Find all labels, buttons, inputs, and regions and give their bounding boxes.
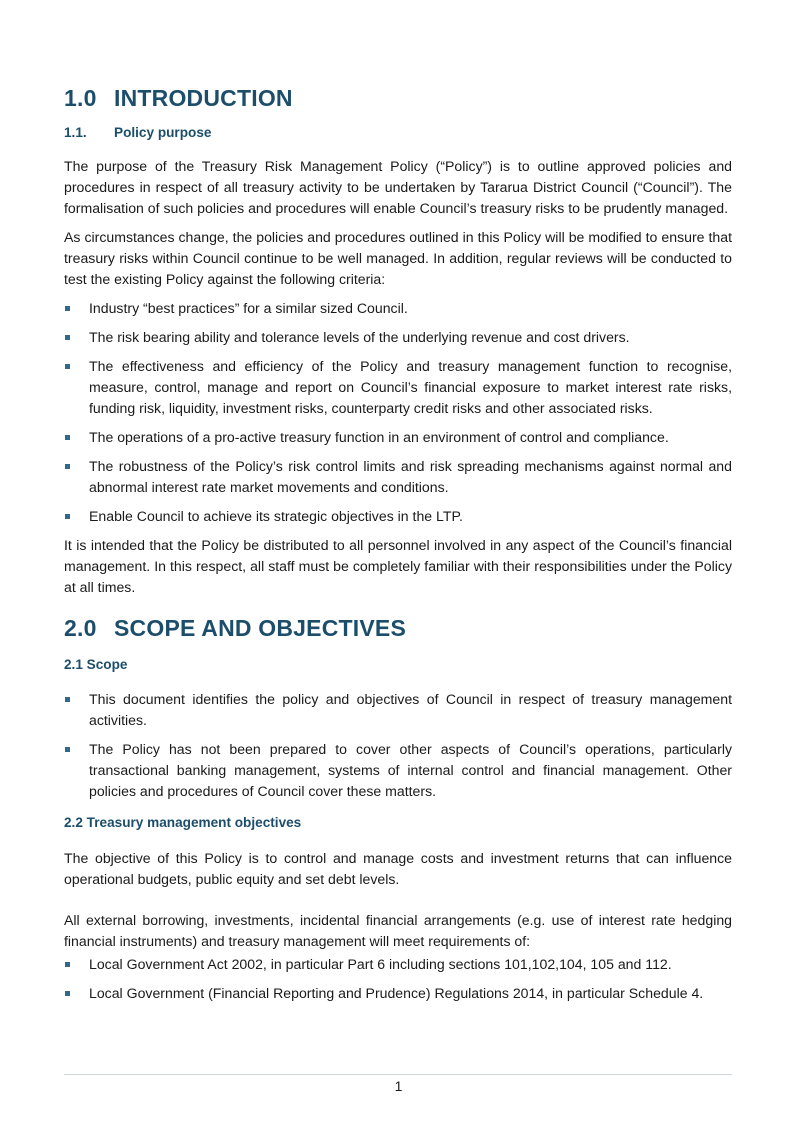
bullet-icon	[65, 435, 70, 440]
list-item-text: The effectiveness and efficiency of the Policy and treasury management function to recognise, measure, control, manage and report on Council’s financial exposure to market interest rate risks, funding risk, liquidity, investment risks, counterparty credit risks and other associated risks.	[89, 358, 732, 416]
objectives-paragraph: The objective of this Policy is to control and manage costs and investment returns that can influence operational budgets, public equity and set debt levels.	[64, 850, 732, 887]
list-item	[64, 356, 732, 419]
section-1-number: 1.0	[64, 85, 97, 111]
subsection-1-1-number: 1.1.	[64, 125, 87, 140]
list-item-text: The robustness of the Policy’s risk control limits and risk spreading mechanisms against normal and abnormal interest rate market movements and conditions.	[89, 458, 732, 495]
subsection-1-1-heading	[64, 124, 732, 142]
list-item	[64, 427, 732, 448]
policy-purpose-paragraph: The purpose of the Treasury Risk Management Policy (“Policy”) is to outline approved policies and procedures in respect of all treasury activity to be undertaken by Tararua District Council (“Council”). The formalisation of such policies and procedures will enable Council’s treasury risks to be prudently managed.	[64, 158, 732, 216]
list-item-text: Industry “best practices” for a similar sized Council.	[89, 300, 408, 316]
section-1-title: INTRODUCTION	[114, 85, 293, 111]
footer-divider	[64, 1074, 732, 1075]
circumstances-paragraph: As circumstances change, the policies and procedures outlined in this Policy will be modified to ensure that treasury risks within Council continue to be well managed. In addition, regular reviews will be conducted to test the existing Policy against the following criteria:	[64, 229, 732, 287]
requirements-paragraph: All external borrowing, investments, incidental financial arrangements (e.g. use of interest rate hedging financial instruments) and treasury management will meet requirements of:	[64, 912, 732, 949]
scope-heading: 2.1 Scope	[64, 657, 128, 672]
list-item	[64, 983, 732, 1004]
bullet-icon	[65, 991, 70, 996]
bullet-icon	[65, 514, 70, 519]
section-2-heading	[64, 614, 732, 642]
list-item-text: The Policy has not been prepared to cover other aspects of Council’s operations, particularly transactional banking management, systems of internal control and financial management. Other policies and procedures of Council cover these matters.	[89, 741, 732, 799]
objectives-heading: 2.2 Treasury management objectives	[64, 815, 302, 830]
scope-list	[64, 689, 732, 802]
list-item	[64, 298, 732, 319]
list-item	[64, 689, 732, 731]
bullet-icon	[65, 962, 70, 967]
section-1-heading	[64, 84, 732, 112]
list-item-text: Enable Council to achieve its strategic objectives in the LTP.	[89, 508, 463, 524]
subsection-1-1-title: Policy purpose	[114, 125, 212, 140]
requirements-list	[64, 954, 732, 1004]
page-number: 1	[394, 1078, 403, 1094]
section-2-number: 2.0	[64, 615, 97, 641]
list-item	[64, 739, 732, 802]
criteria-list	[64, 298, 732, 527]
bullet-icon	[65, 464, 70, 469]
list-item	[64, 954, 732, 975]
list-item	[64, 327, 732, 348]
bullet-icon	[65, 335, 70, 340]
list-item-text: Local Government Act 2002, in particular Part 6 including sections 101,102,104, 105 and 112.	[89, 956, 672, 972]
list-item-text: The operations of a pro-active treasury function in an environment of control and compliance.	[89, 429, 669, 445]
page-content	[64, 84, 732, 1012]
list-item-text: Local Government (Financial Reporting and Prudence) Regulations 2014, in particular Schedule 4.	[89, 985, 704, 1001]
bullet-icon	[65, 364, 70, 369]
distribution-paragraph: It is intended that the Policy be distributed to all personnel involved in any aspect of the Council’s financial management. In this respect, all staff must be completely familiar with their responsibilities under the Policy at all times.	[64, 537, 732, 595]
section-2-title: SCOPE AND OBJECTIVES	[114, 615, 406, 641]
bullet-icon	[65, 306, 70, 311]
list-item-text: This document identifies the policy and objectives of Council in respect of treasury management activities.	[89, 691, 732, 728]
bullet-icon	[65, 747, 70, 752]
list-item-text: The risk bearing ability and tolerance levels of the underlying revenue and cost drivers.	[89, 329, 630, 345]
bullet-icon	[65, 697, 70, 702]
list-item	[64, 456, 732, 498]
list-item	[64, 506, 732, 527]
